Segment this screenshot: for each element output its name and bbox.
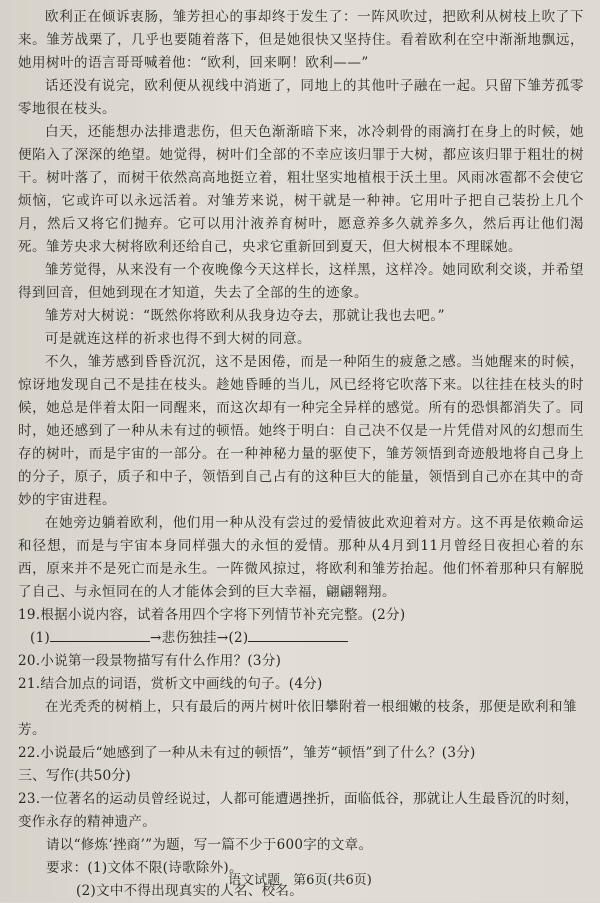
story-paragraph-1: 欧利正在倾诉衷肠，雏芳担心的事却终于发生了：一阵风吹过，把欧利从树枝上吹了下来。雏芳战栗了，几乎也要随着落下，但是她很快又坚持住。看着欧利在空中渐渐地飘远，她用树叶的语言哥哥喊着他：“欧利，回来啊！欧利——” — [18, 9, 584, 71]
story-paragraph-5: 雏芳对大树说：“既然你将欧利从我身边夺去，那就让我也去吧。” — [45, 308, 446, 324]
answer-blank-1[interactable] — [50, 627, 150, 642]
blank-label-1: (1) — [30, 630, 51, 646]
question-19: 19.根据小说内容，试着各用四个字将下列情节补充完整。(2分) — [18, 607, 406, 623]
question-23-requirement-2: (2)文中不得出现真实的人名、校名。 — [76, 883, 304, 899]
question-21-quote: 在光秃秃的树梢上，只有最后的两片树叶依旧攀附着一根细嫩的枝条，那便是欧利和雏芳。 — [18, 699, 577, 738]
story-paragraph-8: 在她旁边躺着欧利，他们用一种从没有尝过的爱情彼此欢迎着对方。这不再是依赖命运和径想，而是与宇宙本身同样强大的永恒的爱情。那种从4月到11月曾经日夜担心着的东西，原来并不是死亡而是永生。一阵微风掠过，将欧利和雏芳抬起。他们怀着那种只有解脱了自己、与永恒同在的人才能体会到的巨大幸福，翩翩翱翔。 — [18, 515, 584, 600]
question-19-blanks — [18, 627, 584, 650]
question-23-requirement-1: 要求：(1)文体不限(诗歌除外)。 — [46, 860, 243, 876]
answer-blank-2[interactable] — [248, 627, 348, 642]
plot-chain: →悲伤独挂→(2) — [150, 630, 249, 646]
story-paragraph-4: 雏芳觉得，从来没有一个夜晚像今天这样长，这样黑，这样冷。她同欧利交谈，并希望得到回音，但她到现在才知道，失去了全部的生的迹象。 — [18, 262, 584, 301]
story-paragraph-3: 白天，还能想办法排遣悲伤，但天色渐渐暗下来，冰冷刺骨的雨滴打在身上的时候，她便陷入了深深的绝望。她觉得，树叶们全部的不幸应该归罪于大树，都应该归罪于粗壮的树干。树叶落了，而树干依然高高地挺立着，粗壮坚实地植根于沃土里。风雨冰雹都不会使它烦恼，它或许可以永远活着。对雏芳来说，树干就是一种神。它用叶子把自己装扮上几个月，然后又将它们抛弃。它可以用汁液养育树叶，愿意养多久就养多久，然后再让他们渴死。雏芳央求大树将欧利还给自己，央求它重新回到夏天，但大树根本不理睬她。 — [18, 124, 584, 255]
question-22: 22.小说最后“她感到了一种从未有过的顿悟”，雏芳“顿悟”到了什么？(3分) — [18, 745, 476, 761]
page-footer: 语文试题 第6页(共6页) — [228, 873, 372, 888]
question-23: 23.一位著名的运动员曾经说过，人都可能遭遇挫折，面临低谷，那就让人生最昏沉的时刻，变作永存的精神遗产。 — [18, 791, 579, 830]
question-23-prompt: 请以“修炼‘挫商’”为题，写一篇不少于600字的文章。 — [46, 837, 373, 853]
story-paragraph-2: 话还没有说完，欧利便从视线中消逝了，同地上的其他叶子融在一起。只留下雏芳孤零零地很在枝头。 — [18, 78, 584, 117]
section-title-writing: 三、写作(共50分) — [18, 768, 131, 784]
question-20: 20.小说第一段景物描写有什么作用？(3分) — [18, 653, 282, 669]
story-text — [18, 6, 584, 604]
story-paragraph-6: 可是就连这样的祈求也得不到大树的同意。 — [45, 331, 311, 347]
story-paragraph-7: 不久，雏芳感到昏昏沉沉，这不是困倦，而是一种陌生的疲惫之感。当她醒来的时候，惊讶地发现自己不是挂在枝头。趁她昏睡的当儿，风已经将它吹落下来。以往挂在枝头的时候，她总是伴着太阳一同醒来，而这次却有一种完全异样的感觉。所有的恐惧都消失了。同时，她还感到了一种从未有过的顿悟。她终于明白：自己决不仅是一片凭借对风的幻想而生存的树叶，而是宇宙的一部分。在一种神秘力量的驱使下，雏芳领悟到奇迹般地将自己身上的分子，原子，质子和中子，领悟到自己占有的这种巨大的能量，领悟到自己亦在其中的奇妙的宇宙进程。 — [18, 354, 584, 508]
question-21: 21.结合加点的词语，赏析文中画线的句子。(4分) — [18, 676, 323, 692]
